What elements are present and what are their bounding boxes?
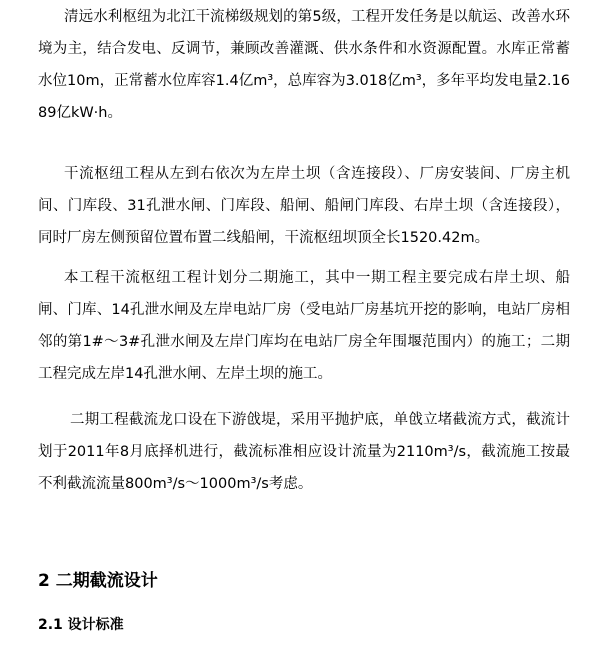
paragraph-closure-plan: 二期工程截流龙口设在下游戗堤，采用平抛护底，单戗立堵截流方式，截流计划于2011年8月底择机进行，截流标准相应设计流量为2110m³/s，截流施工按最不利截流流量800m³/s～1000m³/s考虑。 (38, 412, 570, 492)
paragraph-main-hub-layout: 干流枢纽工程从左到右依次为左岸土坝（含连接段）、厂房安装间、厂房主机间、门库段、31孔泄水闸、门库段、船闸、船闸门库段、右岸土坝（含连接段），同时厂房左侧预留位置布置二线船闸，干流枢纽坝顶全长1520.42m。 (38, 166, 570, 246)
subsection-heading: 2.1 设计标准 (38, 617, 124, 633)
section-heading: 2 二期截流设计 (38, 571, 158, 591)
paragraph-project-overview: 清远水利枢纽为北江干流梯级规划的第5级，工程开发任务是以航运、改善水环境为主，结合发电、反调节，兼顾改善灌溉、供水条件和水资源配置。水库正常蓄水位10m，正常蓄水位库容1.4亿m³，总库容为3.018亿m³，多年平均发电量2.1689亿kW·h。 (38, 9, 570, 121)
paragraph-construction-phases: 本工程干流枢纽工程计划分二期施工，其中一期工程主要完成右岸土坝、船闸、门库、14孔泄水闸及左岸电站厂房（受电站厂房基坑开挖的影响，电站厂房相邻的第1#～3#孔泄水闸及左岸门库均在电站厂房全年围堰范围内）的施工；二期工程完成左岸14孔泄水闸、左岸土坝的施工。 (38, 270, 570, 382)
